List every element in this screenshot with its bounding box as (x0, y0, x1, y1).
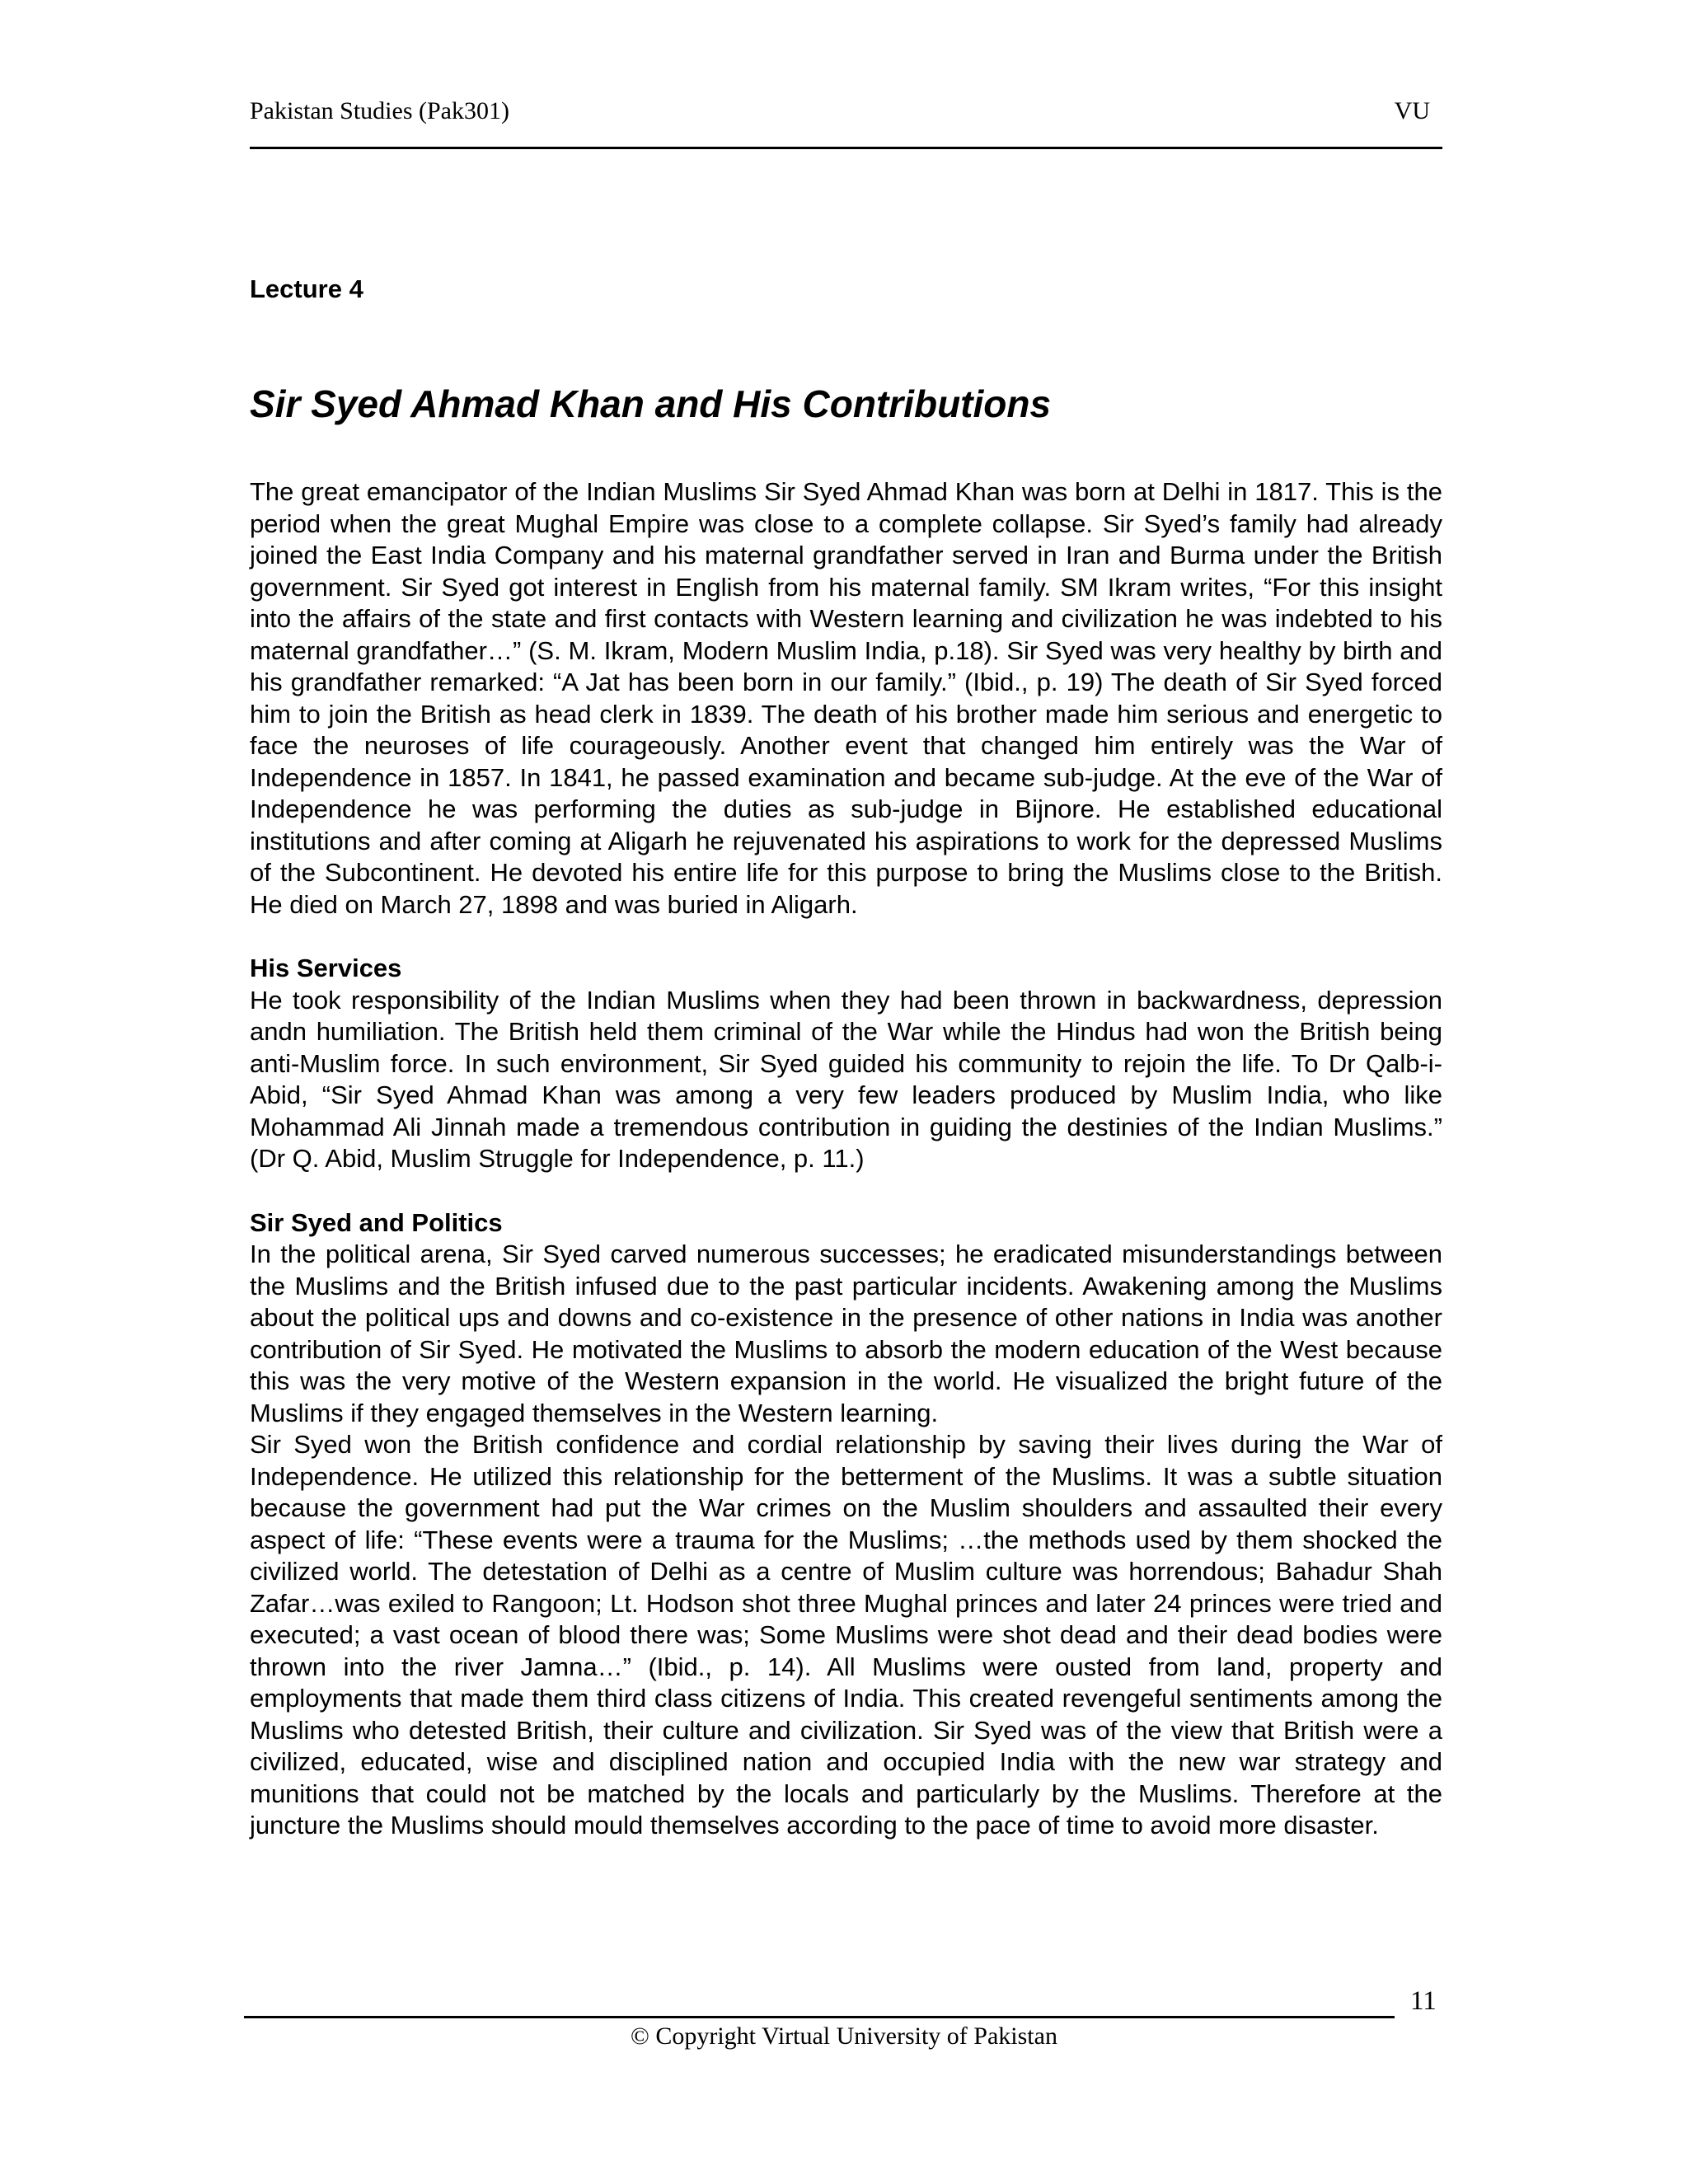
politics-heading: Sir Syed and Politics (250, 1207, 503, 1237)
page-number: 11 (1410, 1986, 1437, 2016)
services-paragraph: He took responsibility of the Indian Muslims when they had been thrown in backwardness, depression andn humiliation. The British held them criminal of the War while the Hindus had won the British being anti-Muslim force. In such environment, Sir Syed guided his community to rejoin the life. To Dr Qalb-i-Abid, “Sir Syed Ahmad Khan was among a very few leaders produced by Muslim India, who like Mohammad Ali Jinnah made a tremendous contribution in guiding the destinies of the Indian Muslims.” (Dr Q. Abid, Muslim Struggle for Independence, p. 11.) (250, 985, 1442, 1173)
body-content (250, 476, 1442, 1842)
politics-paragraph-2: Sir Syed won the British confidence and cordial relationship by saving their lives during the War of Independence. He utilized this relationship for the betterment of the Muslims. It was a subtle situation because the government had put the War crimes on the Muslim shoulders and assaulted their every aspect of life: “These events were a trauma for the Muslims; …the methods used by them shocked the civilized world. The detestation of Delhi as a centre of Muslim culture was horrendous; Bahadur Shah Zafar…was exiled to Rangoon; Lt. Hodson shot three Mughal princes and later 24 princes were tried and executed; a vast ocean of blood there was; Some Muslims were shot dead and their dead bodies were thrown into the river Jamna…” (Ibid., p. 14). All Muslims were ousted from land, property and employments that made them third class citizens of India. This created revengeful sentiments among the Muslims who detested British, their culture and civilization. Sir Syed was of the view that British were a civilized, educated, wise and disciplined nation and occupied India with the new war strategy and munitions that could not be matched by the locals and particularly by the Muslims. Therefore at the juncture the Muslims should mould themselves according to the pace of time to avoid more disaster. (250, 1430, 1442, 1840)
footer-divider (244, 2016, 1395, 2018)
page-header (250, 97, 1442, 147)
course-name: Pakistan Studies (Pak301) (250, 97, 509, 124)
institution-abbrev: VU (1394, 97, 1430, 124)
paragraph-spacer (250, 921, 1442, 953)
paragraph-spacer (250, 1175, 1442, 1207)
politics-paragraph-1: In the political arena, Sir Syed carved numerous successes; he eradicated misunderstandings between the Muslims and the British infused due to the past particular incidents. Awakening among the Muslims about the political ups and downs and co-existence in the presence of other nations in India was another contribution of Sir Syed. He motivated the Muslims to absorb the modern education of the West because this was the very motive of the Western expansion in the world. He visualized the bright future of the Muslims if they engaged themselves in the Western learning. (250, 1240, 1442, 1427)
intro-paragraph: The great emancipator of the Indian Muslims Sir Syed Ahmad Khan was born at Delhi in 1817. This is the period when the great Mughal Empire was close to a complete collapse. Sir Syed’s family had already joined the East India Company and his maternal grandfather served in Iran and Burma under the British government. Sir Syed got interest in English from his maternal family. SM Ikram writes, “For this insight into the affairs of the state and first contacts with Western learning and civilization he was indebted to his maternal grandfather…” (S. M. Ikram, Modern Muslim India, p.18). Sir Syed was very healthy by birth and his grandfather remarked: “A Jat has been born in our family.” (Ibid., p. 19) The death of Sir Syed forced him to join the British as head clerk in 1839. The death of his brother made him serious and energetic to face the neuroses of life courageously. Another event that changed him entirely was the War of Independence in 1857. In 1841, he passed examination and became sub-judge. At the eve of the War of Independence he was performing the duties as sub-judge in Bijnore. He established educational institutions and after coming at Aligarh he rejuvenated his aspirations to work for the depressed Muslims of the Subcontinent. He devoted his entire life for this purpose to bring the Muslims close to the British. He died on March 27, 1898 and was buried in Aligarh. (250, 477, 1442, 919)
lecture-label: Lecture 4 (250, 274, 363, 303)
page-title: Sir Syed Ahmad Khan and His Contributions (250, 382, 1052, 425)
copyright-notice: © Copyright Virtual University of Pakistan (631, 2022, 1057, 2050)
services-heading: His Services (250, 954, 402, 982)
header-divider (250, 147, 1442, 149)
